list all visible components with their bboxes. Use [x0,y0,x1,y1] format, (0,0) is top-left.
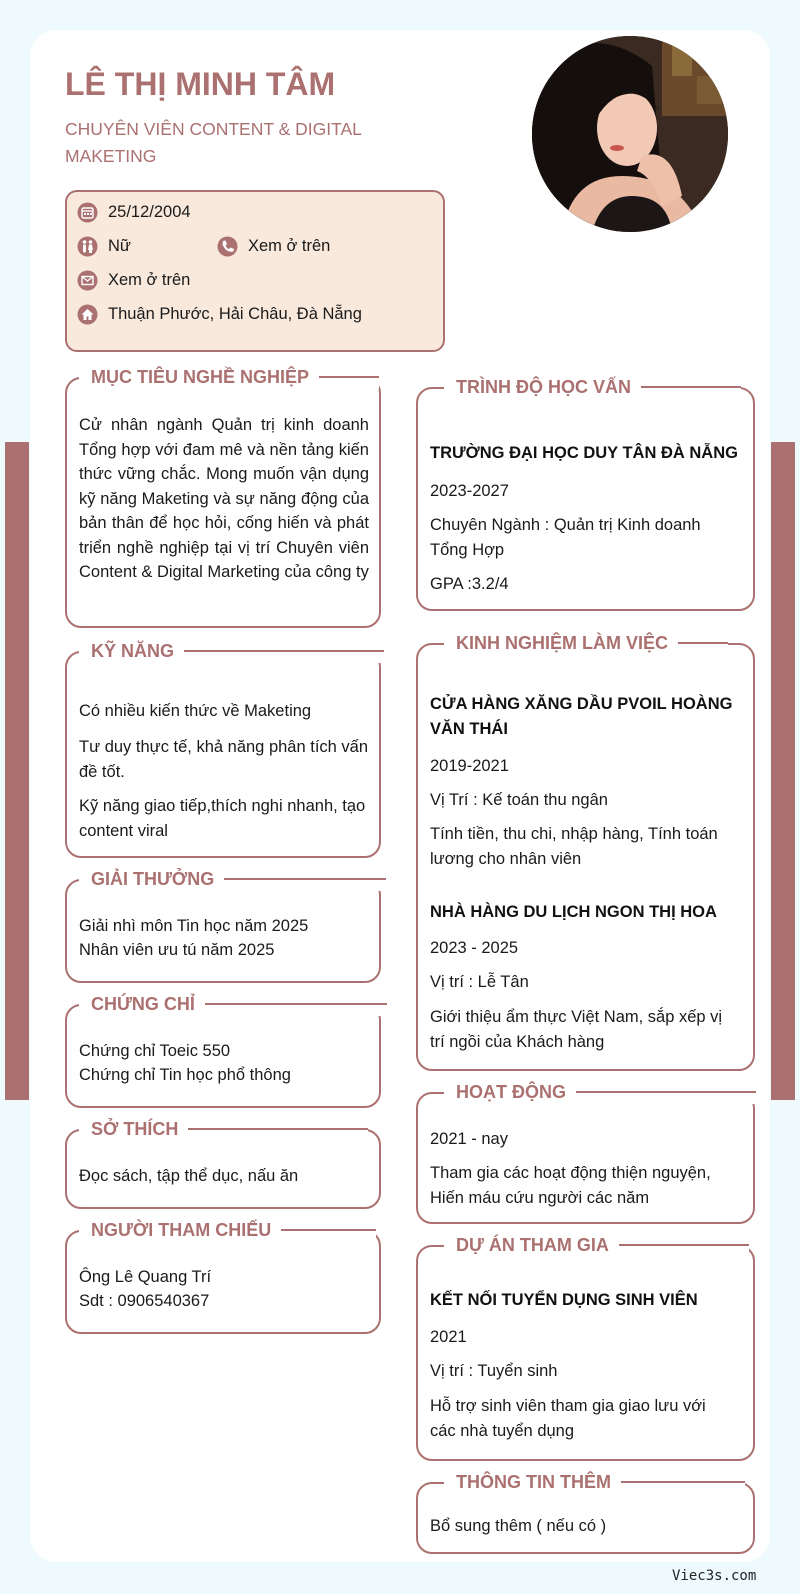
contact-address: Thuận Phước, Hải Châu, Đà Nẵng [77,304,362,325]
email-icon [77,270,98,291]
section-title: THÔNG TIN THÊM [456,1470,621,1494]
section-title: DỰ ÁN THAM GIA [456,1233,619,1257]
portrait-photo [532,36,728,232]
references-section [65,1220,381,1334]
objective-text: Cử nhân ngành Quản trị kinh doanh Tổng hợp với đam mê và nền tảng kiến thức vững chắc. Mong muốn vận dụng kỹ năng Maketing và sự năng động của bản thân để học hỏi, cống hiến và phát triển nghề nghiệp tại vị trí Chuyên viên Content & Digital Marketing của công ty [79,416,369,581]
section-title: GIẢI THƯỞNG [91,867,224,891]
skill-item: Tư duy thực tế, khả năng phân tích vấn đề tốt. [79,738,369,781]
hobbies-section [65,1119,381,1209]
education-years: 2023-2027 [430,482,509,500]
contact-phone: Xem ở trên [217,236,330,257]
job-years: 2023 - 2025 [430,939,519,957]
candidate-name: LÊ THỊ MINH TÂM [65,66,336,102]
job-position: Vị Trí : Kế toán thu ngân [430,791,608,809]
certificate-item: Chứng chỉ Toeic 550 [79,1042,231,1060]
reference-phone: Sdt : 0906540367 [79,1292,210,1310]
section-title: NGƯỜI THAM CHIẾU [91,1218,281,1242]
projects-section [416,1235,755,1461]
school-name: TRƯỜNG ĐẠI HỌC DUY TÂN ĐÀ NẴNG [430,444,738,462]
project-year: 2021 [430,1328,467,1346]
job-company: NHÀ HÀNG DU LỊCH NGON THỊ HOA [430,903,717,921]
activity-description: Tham gia các hoạt động thiện nguyện, Hiến máu cứu người các năm [430,1164,711,1207]
right-accent-bar [771,442,795,1100]
contact-gender: Nữ [77,236,131,257]
skill-item: Có nhiều kiến thức về Maketing [79,702,312,720]
job-position: Vị trí : Lễ Tân [430,973,529,991]
section-title: TRÌNH ĐỘ HỌC VẤN [456,375,641,399]
contact-box [65,190,445,352]
certificates-section [65,994,381,1108]
job-title: CHUYÊN VIÊN CONTENT & DIGITAL MAKETING [65,119,362,166]
project-name: KẾT NỐI TUYỂN DỤNG SINH VIÊN [430,1291,698,1309]
section-title: SỞ THÍCH [91,1117,188,1141]
gender-icon [77,236,98,257]
job-description: Giới thiệu ẩm thực Việt Nam, sắp xếp vị trí ngồi của Khách hàng [430,1008,723,1051]
left-accent-bar [5,442,29,1100]
award-item: Nhân viên ưu tú năm 2025 [79,941,275,959]
project-position: Vị trí : Tuyển sinh [430,1362,558,1380]
awards-section [65,869,381,983]
watermark: Viec3s.com [672,1568,757,1584]
experience-section [416,633,755,1071]
home-icon [77,304,98,325]
skills-section [65,641,381,858]
phone-icon [217,236,238,257]
section-title: KINH NGHIỆM LÀM VIỆC [456,631,678,655]
award-item: Giải nhì môn Tin học năm 2025 [79,917,309,935]
education-major: Chuyên Ngành : Quản trị Kinh doanh Tổng Hợp [430,516,701,559]
education-section [416,377,755,611]
reference-name: Ông Lê Quang Trí [79,1268,212,1286]
activity-years: 2021 - nay [430,1130,508,1148]
job-description: Tính tiền, thu chi, nhập hàng, Tính toán lương cho nhân viên [430,825,718,868]
education-gpa: GPA :3.2/4 [430,575,509,593]
section-title: HOẠT ĐỘNG [456,1080,576,1104]
contact-birthday: 25/12/2004 [77,202,191,223]
hobbies-text: Đọc sách, tập thể dục, nấu ăn [79,1167,299,1185]
avatar [532,36,728,232]
extra-info-text: Bổ sung thêm ( nếu có ) [430,1517,607,1535]
section-title: KỸ NĂNG [91,639,184,663]
project-description: Hỗ trợ sinh viên tham gia giao lưu với các nhà tuyển dụng [430,1397,706,1440]
calendar-icon [77,202,98,223]
activities-section [416,1082,755,1224]
extra-info-section [416,1472,755,1554]
job-years: 2019-2021 [430,757,509,775]
certificate-item: Chứng chỉ Tin học phổ thông [79,1066,291,1084]
job-company: CỬA HÀNG XĂNG DẦU PVOIL HOÀNG VĂN THÁI [430,695,733,738]
skill-item: Kỹ năng giao tiếp,thích nghi nhanh, tạo content viral [79,797,366,840]
section-title: MỤC TIÊU NGHỀ NGHIỆP [91,365,319,389]
objective-section [65,367,381,628]
contact-email: Xem ở trên [77,270,190,291]
section-title: CHỨNG CHỈ [91,992,205,1016]
